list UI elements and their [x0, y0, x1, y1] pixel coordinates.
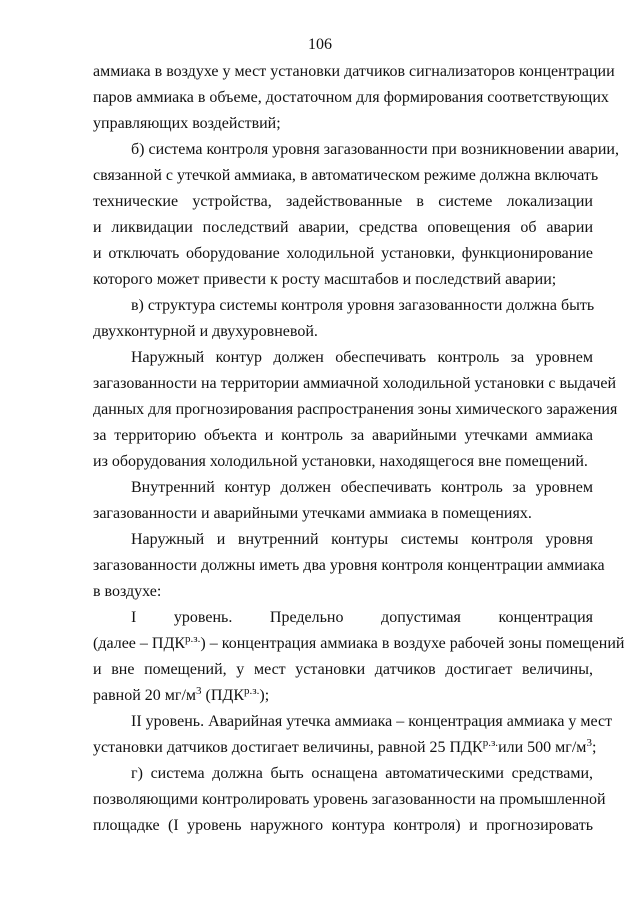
superscript-cube: 3 [196, 685, 202, 697]
text-line: и отключать оборудование холодильной установки, функционирование [93, 245, 593, 262]
text-line: в воздухе: [93, 583, 162, 600]
text-line: позволяющими контролировать уровень загазованности на промышленной [93, 791, 606, 808]
superscript-cube: 3 [586, 737, 592, 749]
text-line: связанной с утечкой аммиака, в автоматическом режиме должна включать [93, 167, 599, 184]
text-line: г) система должна быть оснащена автоматическими средствами, [131, 765, 593, 782]
text-line: технические устройства, задействованные в системе локализации [93, 193, 593, 210]
text-fragment: равной 20 мг/м [93, 687, 197, 704]
text-line: I уровень. Предельно допустимая концентрация [131, 609, 593, 626]
text-line: II уровень. Аварийная утечка аммиака – концентрация аммиака у мест [131, 713, 613, 730]
text-line: управляющих воздействий; [93, 115, 281, 132]
text-line: двухконтурной и двухуровневой. [93, 323, 318, 340]
text-line: Наружный и внутренний контуры системы контроля уровня [131, 531, 593, 548]
text-line: Наружный контур должен обеспечивать контроль за уровнем [131, 349, 593, 366]
text-line: за территорию объекта и контроль за аварийными утечками аммиака [93, 427, 593, 444]
text-line [93, 737, 597, 758]
page-number: 106 [308, 36, 332, 53]
text-line: загазованности должны иметь два уровня контроля концентрации аммиака [93, 557, 605, 574]
superscript-pdk: р.з. [244, 685, 260, 697]
superscript-pdk: р.з. [185, 633, 201, 645]
text-line: загазованности и аварийными утечками аммиака в помещениях. [93, 505, 532, 522]
text-fragment: (ПДК [201, 687, 245, 704]
text-line: паров аммиака в объеме, достаточном для формирования соответствующих [93, 89, 609, 106]
text-line: в) структура системы контроля уровня загазованности должна быть [131, 297, 595, 314]
text-fragment: ; [591, 739, 597, 756]
text-line: и вне помещений, у мест установки датчиков достигает величины, [93, 661, 593, 678]
text-fragment: установки датчиков достигает величины, равной 25 ПДК [93, 739, 483, 756]
text-line [93, 686, 593, 706]
text-line: загазованности на территории аммиачной холодильной установки с выдачей [93, 375, 617, 392]
text-fragment: ); [259, 687, 270, 704]
text-line: площадке (I уровень наружного контура контроля) и прогнозировать [93, 817, 593, 834]
text-line: б) система контроля уровня загазованности при возникновении аварии, [131, 141, 619, 158]
text-line: данных для прогнозирования распространения зоны химического заражения [93, 401, 618, 418]
text-line: из оборудования холодильной установки, находящегося вне помещений. [93, 453, 588, 470]
text-fragment: ) – концентрация аммиака в воздухе рабочей зоны помещений [200, 635, 625, 652]
text-fragment: или 500 мг/м [498, 739, 587, 756]
text-line: аммиака в воздухе у мест установки датчиков сигнализаторов концентрации [93, 63, 615, 80]
text-line: Внутренний контур должен обеспечивать контроль за уровнем [131, 479, 593, 496]
superscript-pdk: р.з. [482, 737, 499, 749]
text-line: и ликвидации последствий аварии, средства оповещения об аварии [93, 219, 593, 236]
text-line [93, 633, 625, 654]
text-line: которого может привести к росту масштабов и последствий аварии; [93, 271, 557, 288]
text-fragment: (далее – ПДК [93, 635, 186, 652]
